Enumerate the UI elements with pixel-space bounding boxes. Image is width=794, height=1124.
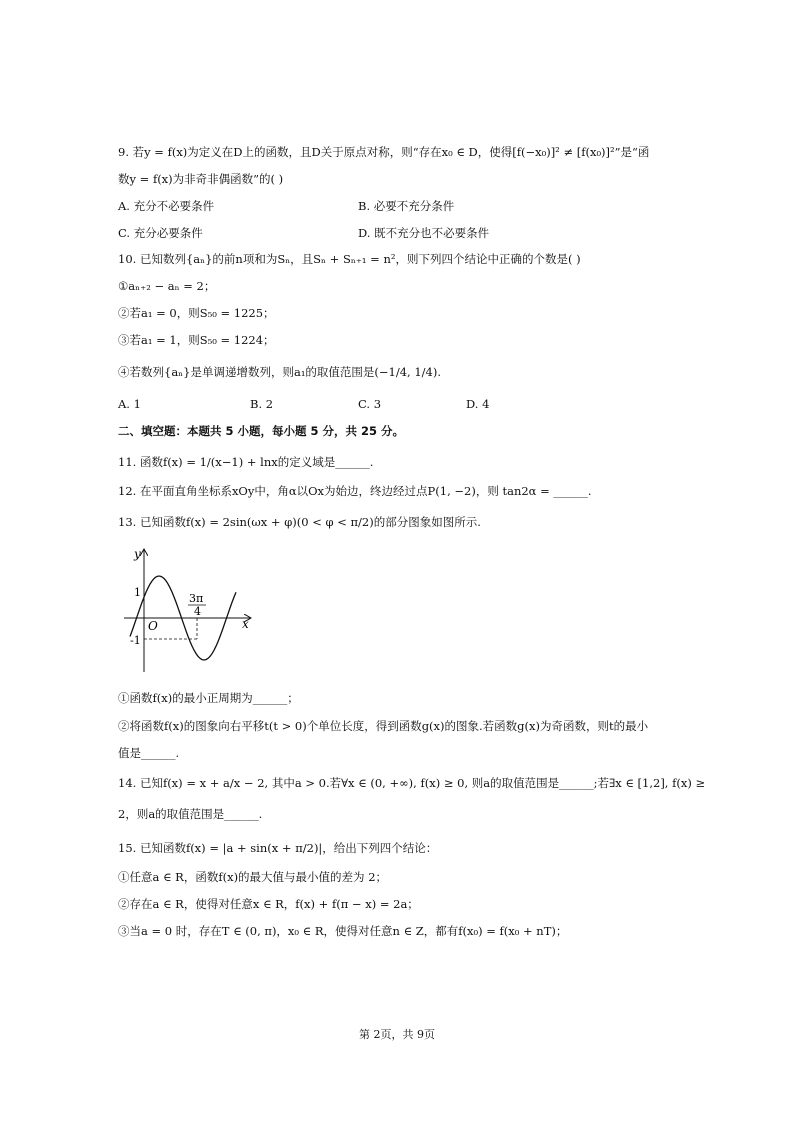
tick-label-3pi-num: 3π: [189, 592, 204, 605]
origin-label: O: [148, 619, 158, 633]
q14-line1: 14. 已知f(x) = x + a/x − 2, 其中a > 0.若∀x ∈ (0, +∞), f(x) ≥ 0, 则a的取值范围是______;若∃x ∈ [1,2], f(x) ≥: [118, 776, 706, 790]
q9-option-c: C. 充分必要条件: [118, 226, 203, 240]
q12: 12. 在平面直角坐标系xOy中，角α以Ox为始边，终边经过点P(1, −2)，则 tan2α = ______.: [118, 484, 592, 498]
section-heading-fill-in: 二、填空题：本题共 5 小题，每小题 5 分，共 25 分。: [118, 424, 405, 438]
tick-label-neg1: -1: [130, 634, 141, 647]
q15-stem: 15. 已知函数f(x) = |a + sin(x + π/2)|，给出下列四个结论：: [118, 841, 438, 855]
q13-part-2a: ②将函数f(x)的图象向右平移t(t > 0)个单位长度，得到函数g(x)的图象.若函数g(x)为奇函数，则t的最小: [118, 719, 649, 733]
q9-option-a: A. 充分不必要条件: [118, 199, 215, 213]
q9-line2: 数y = f(x)为非奇非偶函数”的( ): [118, 172, 284, 186]
q10-option-b: B. 2: [250, 397, 274, 411]
q13-part-2b: 值是______.: [118, 746, 180, 760]
q13-part-1: ①函数f(x)的最小正周期为______；: [118, 691, 299, 705]
q10-option-c: C. 3: [358, 397, 382, 411]
q13-stem: 13. 已知函数f(x) = 2sin(ωx + φ)(0 < φ < π/2)的部分图象如图所示.: [118, 515, 481, 529]
q10-option-a: A. 1: [118, 397, 141, 411]
q10-statement-4: ④若数列{aₙ}是单调递增数列，则a₁的取值范围是(−1/4, 1/4).: [118, 365, 442, 379]
q10-statement-2: ②若a₁ = 0，则S₅₀ = 1225；: [118, 306, 275, 320]
q10-statement-3: ③若a₁ = 1，则S₅₀ = 1224；: [118, 333, 275, 347]
y-axis-label: y: [134, 547, 141, 561]
q10-stem: 10. 已知数列{aₙ}的前n项和为Sₙ，且Sₙ + Sₙ₊₁ = n²，则下列四个结论中正确的个数是( ): [118, 252, 581, 266]
q10-statement-1: ①aₙ₊₂ − aₙ = 2；: [118, 279, 216, 293]
q9-option-b: B. 必要不充分条件: [358, 199, 455, 213]
q10-option-d: D. 4: [466, 397, 490, 411]
q15-statement-3: ③当a = 0 时，存在T ∈ (0, π)，x₀ ∈ R，使得对任意n ∈ Z，都有f(x₀) = f(x₀ + nT)；: [118, 924, 568, 938]
q15-statement-1: ①任意a ∈ R，函数f(x)的最大值与最小值的差为 2；: [118, 870, 388, 884]
page-footer: 第 2页，共 9页: [359, 1028, 435, 1041]
x-axis-label: x: [242, 617, 249, 631]
tick-label-1: 1: [134, 586, 141, 599]
tick-label-3pi-den: 4: [194, 605, 201, 618]
sine-graph: [118, 544, 258, 678]
q9-option-d: D. 既不充分也不必要条件: [358, 226, 490, 240]
q14-line2: 2，则a的取值范围是______.: [118, 807, 263, 821]
q9-line1: 9. 若y = f(x)为定义在D上的函数，且D关于原点对称，则“存在x₀ ∈ D，使得[f(−x₀)]² ≠ [f(x₀)]²”是“函: [118, 145, 650, 159]
q15-statement-2: ②存在a ∈ R，使得对任意x ∈ R，f(x) + f(π − x) = 2a；: [118, 897, 419, 911]
q11: 11. 函数f(x) = 1/(x−1) + lnx的定义域是______.: [118, 455, 374, 469]
